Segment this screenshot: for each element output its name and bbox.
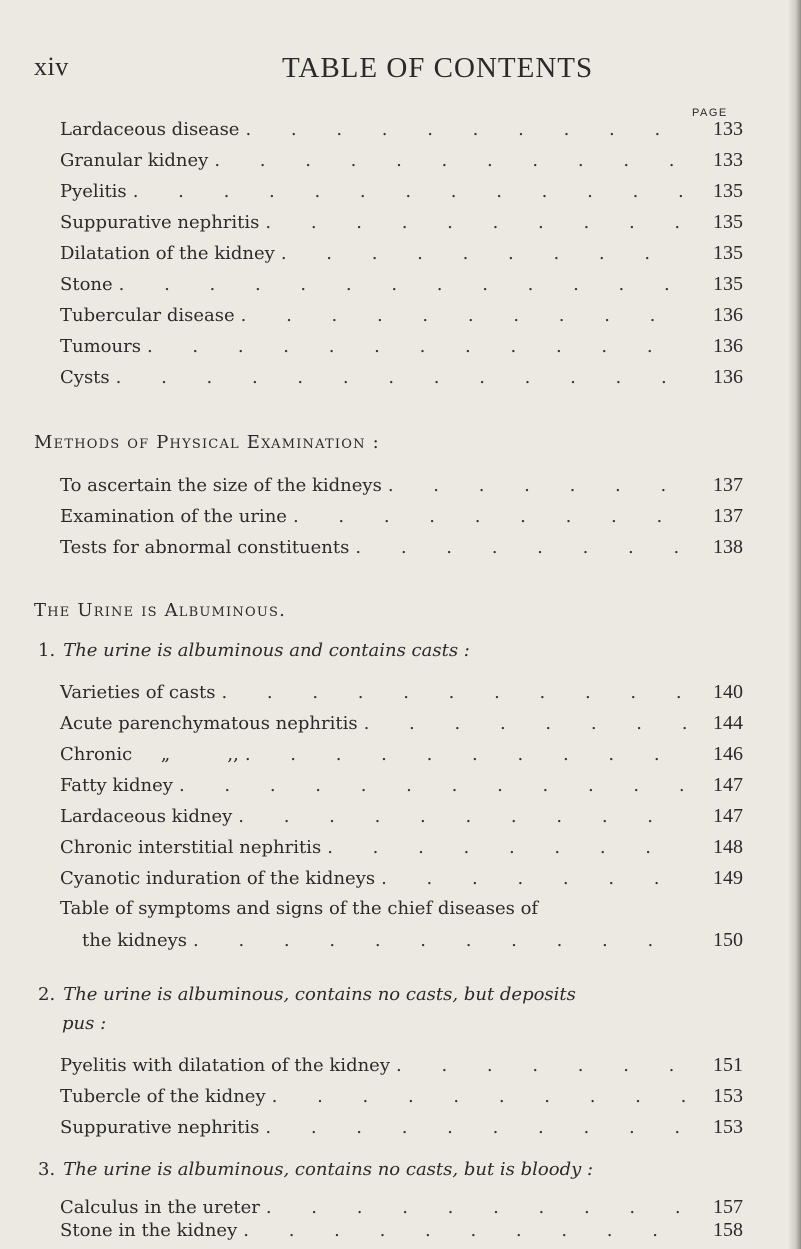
toc-entry-title: Fatty kidney [60,775,173,796]
toc-entry [60,1116,743,1146]
leader-dots [260,1197,691,1218]
toc-entry-page: 157 [713,1196,743,1218]
leader-dots [173,775,691,796]
page-column-label: PAGE [692,107,728,119]
toc-entry-page: 138 [713,536,743,558]
leader-dots [259,1117,691,1138]
page-number: xiv [34,52,69,81]
leader-dots [235,305,691,326]
toc-entry-title: Tumours [60,336,141,357]
toc-entry-page: 136 [713,335,743,357]
section-heading-methods: Methods of Physical Examination : [34,432,380,453]
subsection-heading-3 [38,1159,593,1180]
subsection-heading-2 [38,984,576,1005]
toc-entry-title-line1: Table of symptoms and signs of the chief diseases of [60,898,539,919]
toc-entry [60,180,743,210]
toc-entry [60,867,743,897]
toc-entry-title: Calculus in the ureter [60,1197,260,1218]
toc-entry [60,1054,743,1084]
toc-entry-title: Pyelitis [60,181,127,202]
toc-entry-title: Dilatation of the kidney [60,243,275,264]
toc-entry-title: Acute parenchymatous nephritis [60,713,358,734]
section-heading-albuminous: The Urine is Albuminous. [34,600,287,621]
leader-dots [275,243,691,264]
toc-entry [60,774,743,804]
toc-entry [60,242,743,272]
toc-entry-page: 137 [713,505,743,527]
leader-dots [321,837,691,858]
toc-entry-title: Varieties of casts [60,682,216,703]
subsection-title-continued: pus : [62,1013,107,1034]
leader-dots [390,1055,691,1076]
toc-entry-page: 140 [713,681,743,703]
toc-entry-title: Stone in the kidney [60,1220,238,1241]
toc-entry-title: Lardaceous kidney [60,806,233,827]
toc-entry-title: Cysts [60,367,110,388]
subsection-title: The urine is albuminous, contains no casts, but is bloody : [63,1159,594,1180]
leader-dots [382,475,691,496]
toc-entry-title: Lardaceous disease [60,119,240,140]
toc-entry-title: Pyelitis with dilatation of the kidney [60,1055,391,1076]
leader-dots [259,212,691,233]
leader-dots [187,930,691,951]
toc-entry-title: the kidneys [82,930,188,951]
toc-entry [60,211,743,241]
toc-entry-page: 135 [713,180,743,202]
toc-entry-page: 135 [713,273,743,295]
toc-entry-page: 144 [713,712,743,734]
toc-entry-page: 133 [713,118,743,140]
toc-entry-page: 147 [713,805,743,827]
toc-entry [60,536,743,566]
toc-entry [60,149,743,179]
toc-entry-title: Tubercular disease [60,305,235,326]
leader-dots [232,806,691,827]
leader-dots [110,367,691,388]
toc-entry-page: 136 [713,366,743,388]
toc-entry-title: Stone [60,274,113,295]
leader-dots [239,744,691,765]
toc-entry-page: 147 [713,774,743,796]
toc-entry [60,273,743,303]
leader-dots [141,336,691,357]
toc-entry-page: 151 [713,1054,743,1076]
toc-entry-page: 149 [713,867,743,889]
subsection-title: The urine is albuminous, contains no casts, but deposits [63,984,576,1005]
leader-dots [239,119,691,140]
toc-entry-page: 133 [713,149,743,171]
toc-entry-page: 153 [713,1116,743,1138]
subsection-number: 3. [38,1159,56,1180]
toc-entry [60,712,743,742]
toc-entry-title: Cyanotic induration of the kidneys [60,868,376,889]
toc-entry-title: Examination of the urine [60,506,287,527]
toc-entry-title: Chronic interstitial nephritis [60,837,322,858]
toc-entry-title: Granular kidney [60,150,209,171]
page-header [0,52,790,92]
toc-entry [60,304,743,334]
leader-dots [237,1220,691,1241]
leader-dots [127,181,691,202]
subsection-title: The urine is albuminous and contains casts : [63,640,470,661]
toc-entry-title: To ascertain the size of the kidneys [60,475,382,496]
subsection-number: 2. [38,984,56,1005]
subsection-heading-1 [38,640,470,661]
toc-entry-title: Suppurative nephritis [60,212,260,233]
toc-entry [60,335,743,365]
leader-dots [215,682,691,703]
toc-entry-title: Tubercle of the kidney [60,1086,266,1107]
toc-entry [60,1219,743,1249]
leader-dots [349,537,691,558]
toc-entry-page: 150 [713,929,743,951]
leader-dots [287,506,691,527]
toc-entry [60,836,743,866]
toc-entry [60,805,743,835]
toc-entry-page: 153 [713,1085,743,1107]
leader-dots [358,713,691,734]
leader-dots [375,868,691,889]
toc-entry-page: 135 [713,211,743,233]
toc-entry-title: Chronic „ ,, [60,744,239,765]
toc-entry [60,474,743,504]
toc-entry [60,1085,743,1115]
toc-entry-title: Tests for abnormal constituents [60,537,350,558]
toc-entry [60,505,743,535]
toc-entry-page: 158 [713,1219,743,1241]
toc-entry-page: 137 [713,474,743,496]
toc-entry-title: Suppurative nephritis [60,1117,260,1138]
toc-entry [82,929,743,959]
toc-entry-page: 135 [713,242,743,264]
leader-dots [208,150,691,171]
toc-entry-page: 136 [713,304,743,326]
page-edge-shadow [789,0,801,1249]
toc-entry [60,681,743,711]
running-title: TABLE OF CONTENTS [282,52,594,84]
leader-dots [266,1086,691,1107]
toc-entry-page: 146 [713,743,743,765]
leader-dots [113,274,691,295]
subsection-number: 1. [38,640,56,661]
toc-entry [60,366,743,396]
toc-entry [60,743,743,773]
toc-entry-page: 148 [713,836,743,858]
toc-entry [60,118,743,148]
